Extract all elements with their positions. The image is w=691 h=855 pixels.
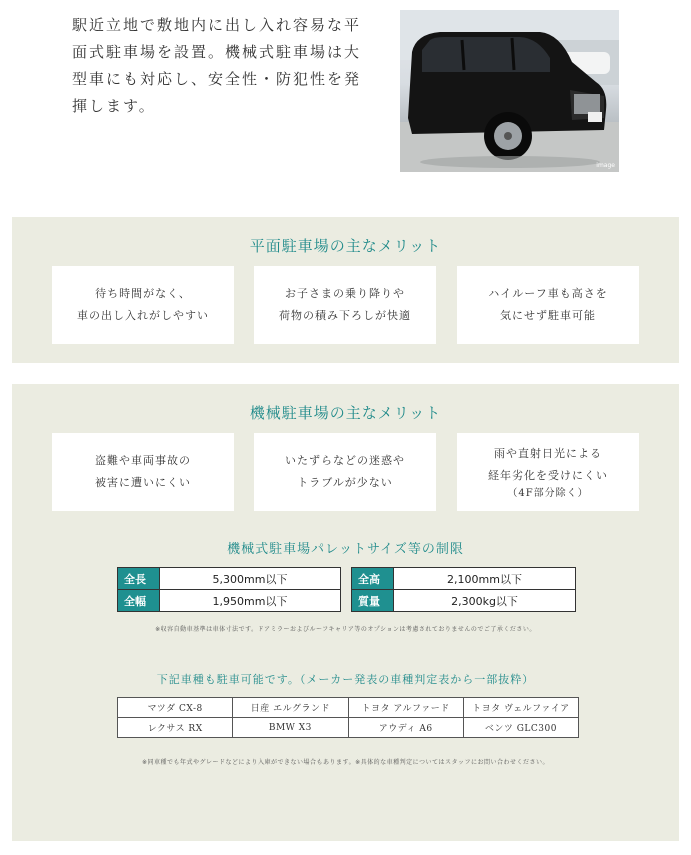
flat-parking-title: 平面駐車場の主なメリット [249, 237, 442, 255]
table-row [352, 568, 576, 590]
spec-value: 2,300kg以下 [394, 590, 576, 612]
car-cell: ベンツ GLC300 [463, 718, 578, 738]
spec-value: 5,300mm以下 [160, 568, 341, 590]
spec-key: 全幅 [118, 590, 160, 612]
card-line: ハイルーフ車も高さを [488, 287, 608, 300]
card-line: 経年劣化を受けにくい [488, 469, 608, 482]
car-cell: レクサス RX [118, 718, 233, 738]
card-line: 気にせず駐車可能 [500, 309, 596, 322]
car-cell: 日産 エルグランド [233, 698, 348, 718]
card-line: 雨や直射日光による [494, 447, 602, 460]
card-line: トラブルが少ない [297, 476, 393, 489]
pallet-limits-table-left [117, 567, 341, 612]
car-cell: トヨタ ヴェルファイア [463, 698, 578, 718]
spec-key: 質量 [352, 590, 394, 612]
cars-note: ※同車種でも年式やグレードなどにより入庫ができない場合もあります。※具体的な車種判定についてはスタッフにお問い合わせください。 [142, 759, 549, 766]
spec-value: 2,100mm以下 [394, 568, 576, 590]
flat-merit-card-3 [457, 266, 639, 344]
table-row [118, 568, 341, 590]
flat-merit-card-1 [52, 266, 234, 344]
card-line: 盗難や車両事故の [95, 454, 191, 467]
mechanical-merit-card-3 [457, 433, 639, 511]
mechanical-merit-card-1 [52, 433, 234, 511]
table-row [118, 590, 341, 612]
table-row [118, 718, 579, 738]
intro-line-2: 面式駐車場を設置。機械式駐車場は大 [72, 43, 362, 61]
card-line: いたずらなどの迷惑や [285, 454, 405, 467]
card-line: お子さまの乗り降りや [285, 287, 405, 300]
mechanical-parking-title: 機械駐車場の主なメリット [249, 404, 442, 422]
intro-line-3: 型車にも対応し、安全性・防犯性を発 [72, 70, 362, 88]
car-cell: アウディ A6 [348, 718, 463, 738]
car-cell: マツダ CX-8 [118, 698, 233, 718]
spec-key: 全高 [352, 568, 394, 590]
spec-value: 1,950mm以下 [160, 590, 341, 612]
card-line: 被害に遭いにくい [95, 476, 191, 489]
table-row [118, 698, 579, 718]
flat-merit-card-2 [254, 266, 436, 344]
car-photo [400, 10, 619, 172]
mechanical-parking-section [12, 384, 679, 841]
compatible-cars-table [117, 697, 579, 738]
pallet-limits-note: ※収容自動車基準は車体寸法です。ドアミラーおよびルーフキャリア等のオプションは考慮されておりませんのでご了承ください。 [155, 626, 536, 633]
car-cell: BMW X3 [233, 718, 348, 738]
card-line: 車の出し入れがしやすい [77, 309, 209, 322]
intro-line-1: 駅近立地で敷地内に出し入れ容易な平 [72, 16, 362, 34]
flat-parking-section [12, 217, 679, 363]
minivan-illustration [400, 10, 619, 172]
pallet-limits-title: 機械式駐車場パレットサイズ等の制限 [227, 542, 464, 557]
car-cell: トヨタ アルファード [348, 698, 463, 718]
intro-line-4: 揮します。 [72, 97, 156, 115]
card-line: 待ち時間がなく、 [95, 287, 191, 300]
intro-text [72, 12, 372, 120]
spec-key: 全長 [118, 568, 160, 590]
photo-caption: image [596, 162, 615, 169]
mechanical-merit-card-2 [254, 433, 436, 511]
cars-title: 下記車種も駐車可能です。（メーカー発表の車種判定表から一部抜粋） [156, 673, 535, 686]
card-line: 荷物の積み下ろしが快適 [279, 309, 411, 322]
pallet-limits-table-right [351, 567, 576, 612]
card-note: （4F部分除く） [507, 488, 589, 499]
table-row [352, 590, 576, 612]
